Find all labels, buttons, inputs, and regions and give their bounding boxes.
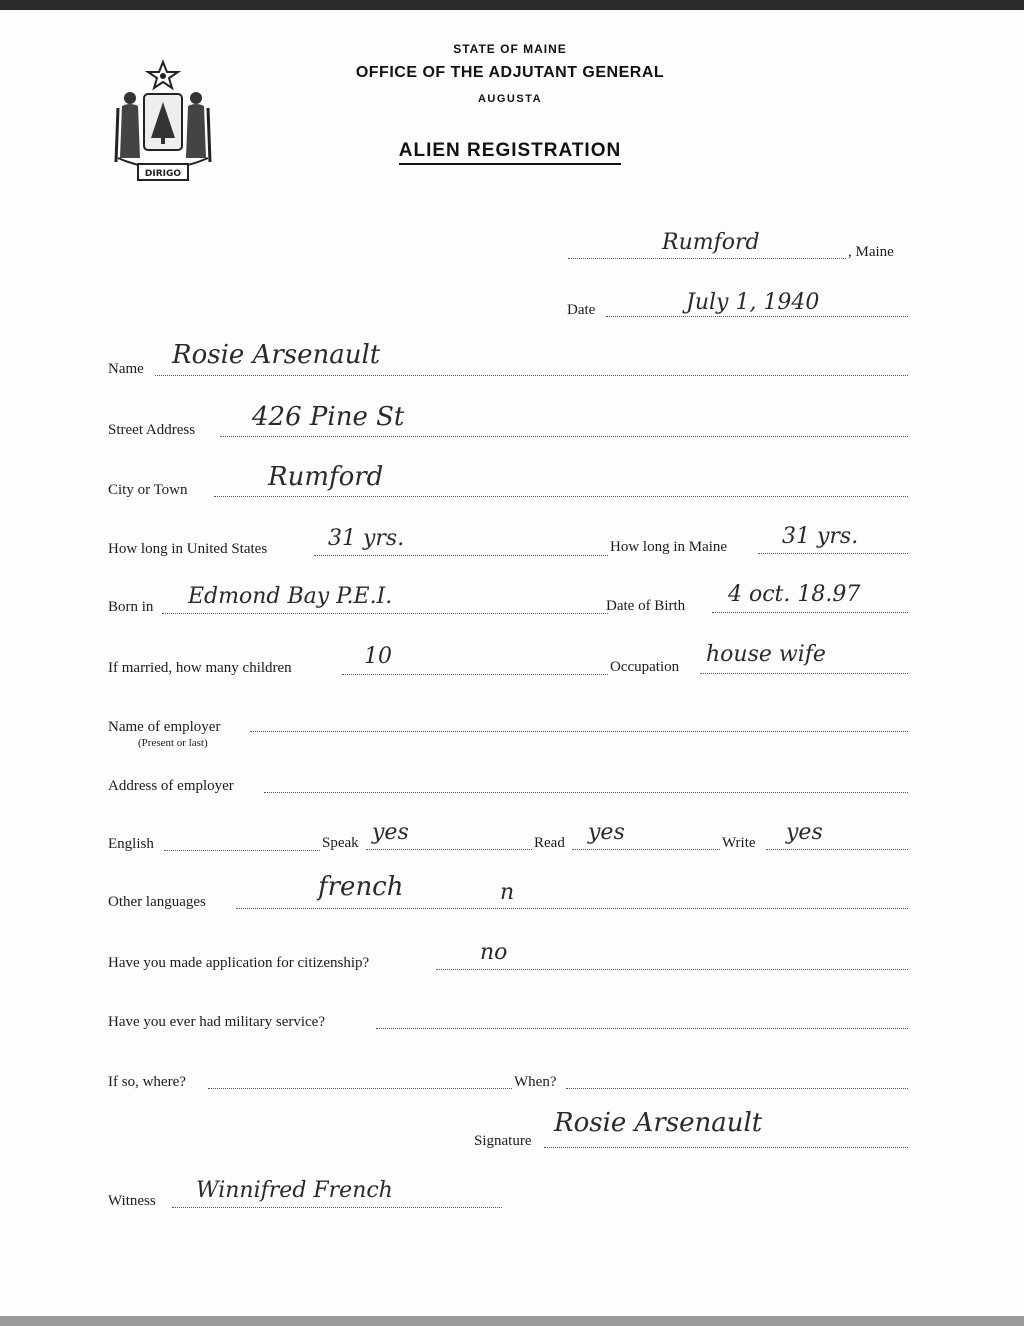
city-value: Rumford — [268, 462, 384, 492]
english-label: English — [108, 836, 154, 852]
military-line — [376, 1028, 908, 1029]
military-label: Have you ever had military service? — [108, 1014, 325, 1030]
street-address-line — [220, 436, 908, 437]
citizenship-line — [436, 969, 908, 970]
other-languages-value: french — [318, 872, 404, 902]
how-long-maine-line — [758, 553, 908, 554]
born-in-label: Born in — [108, 599, 154, 615]
citizenship-label: Have you made application for citizenship? — [108, 955, 370, 971]
where-line — [208, 1088, 512, 1089]
signature-label: Signature — [474, 1133, 532, 1149]
city-label: City or Town — [108, 482, 188, 498]
date-of-birth-label: Date of Birth — [606, 598, 686, 614]
employer-name-line — [250, 731, 908, 732]
employer-name-note: (Present or last) — [138, 737, 208, 749]
date-of-birth-value: 4 oct. 18.97 — [728, 582, 861, 607]
born-in-value: Edmond Bay P.E.I. — [188, 584, 393, 609]
date-of-birth-line — [712, 612, 908, 613]
signature-line — [544, 1147, 908, 1148]
date-label: Date — [567, 302, 596, 318]
other-languages-line — [236, 908, 908, 909]
when-label: When? — [514, 1074, 557, 1090]
citizenship-value: no — [480, 940, 508, 965]
occupation-line — [700, 673, 908, 674]
town-line — [568, 258, 846, 259]
witness-label: Witness — [108, 1193, 156, 1209]
where-label: If so, where? — [108, 1074, 186, 1090]
children-line — [342, 674, 608, 675]
name-label: Name — [108, 361, 144, 377]
read-value: yes — [588, 820, 625, 845]
how-long-maine-value: 31 yrs. — [782, 524, 859, 549]
employer-name-label: Name of employer — [108, 719, 221, 735]
date-line — [606, 316, 908, 317]
read-line — [572, 849, 720, 850]
speak-line — [366, 849, 532, 850]
occupation-value: house wife — [706, 642, 826, 667]
english-line — [164, 850, 320, 851]
children-label: If married, how many children — [108, 660, 292, 676]
how-long-us-label: How long in United States — [108, 541, 268, 557]
witness-value: Winnifred French — [196, 1178, 393, 1203]
write-label: Write — [722, 835, 756, 851]
speak-value: yes — [372, 820, 409, 845]
scan-border-top — [0, 0, 1024, 10]
state-seal-icon — [108, 58, 218, 188]
read-label: Read — [534, 835, 565, 851]
street-address-label: Street Address — [108, 422, 196, 438]
signature-value: Rosie Arsenault — [554, 1108, 763, 1138]
occupation-label: Occupation — [610, 659, 680, 675]
how-long-us-value: 31 yrs. — [328, 526, 405, 551]
town-value: Rumford — [662, 230, 760, 255]
speak-label: Speak — [322, 835, 359, 851]
scan-border-bottom — [0, 1316, 1024, 1326]
state-heading: STATE OF MAINE — [453, 42, 567, 56]
employer-address-label: Address of employer — [108, 778, 234, 794]
city-line — [214, 496, 908, 497]
name-value: Rosie Arsenault — [172, 340, 381, 370]
seal-motto: DIRIGO — [144, 169, 182, 179]
form-title-text: ALIEN REGISTRATION — [399, 140, 621, 165]
when-line — [566, 1088, 908, 1089]
form-title — [300, 140, 720, 162]
witness-line — [172, 1207, 502, 1208]
children-value: 10 — [364, 644, 392, 669]
city-heading: AUGUSTA — [477, 93, 543, 105]
street-address-value: 426 Pine St — [252, 402, 405, 432]
maine-label: , Maine — [848, 244, 894, 260]
office-heading: OFFICE OF THE ADJUTANT GENERAL — [355, 64, 665, 81]
name-line — [155, 375, 908, 376]
write-value: yes — [786, 820, 823, 845]
date-value: July 1, 1940 — [686, 290, 820, 315]
how-long-us-line — [314, 555, 608, 556]
how-long-maine-label: How long in Maine — [610, 539, 728, 555]
write-line — [766, 849, 908, 850]
born-in-line — [162, 613, 608, 614]
employer-address-line — [264, 792, 908, 793]
other-languages-extra: n — [500, 880, 515, 905]
other-languages-label: Other languages — [108, 894, 206, 910]
